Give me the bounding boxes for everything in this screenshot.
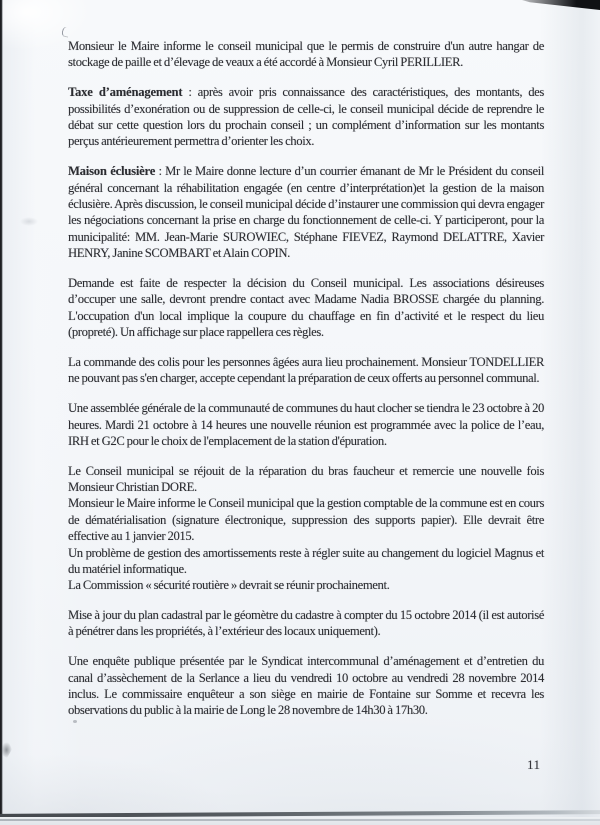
- paragraph: Le Conseil municipal se réjouit de la réparation du bras faucheur et remercie une nouvelle fois Monsieur Christian DORE.: [68, 463, 544, 495]
- paragraph: Taxe d’aménagement : après avoir pris connaissance des caractéristiques, des montants, des possibilités d’exonération ou de suppression de celle-ci, le conseil municipal décide de reprendre le débat sur cette question lors du prochain conseil ; un complément d’information sur les montants perçus antérieurement permettra d’orienter les choix.: [68, 85, 544, 149]
- paragraph: Monsieur le Maire informe le Conseil municipal que la gestion comptable de la commune est en cours de dématérialisation (signature électronique, suppression des supports papier). Elle devrait être effective au 1 janvier 2015.: [68, 496, 544, 544]
- paper-smudge: [20, 217, 38, 226]
- paragraph: Demande est faite de respecter la décision du Conseil municipal. Les associations désireuses d’occuper une salle, devront prendre contact avec Madame Nadia BROSSE chargée du planning. L'occupation d'un local implique la coupure du chauffage en fin d’activité et le respect du lieu (propreté). Un affichage sur place rappellera ces règles.: [68, 275, 544, 339]
- ink-mark: [1, 742, 12, 758]
- paragraph: La commande des colis pour les personnes âgées aura lieu prochainement. Monsieur TONDELLIER ne pouvant pas s'en charger, accepte cependant la préparation de ceux offerts au personnel communal.: [68, 354, 544, 386]
- page-number: 11: [527, 757, 541, 772]
- paragraph-lead: Maison éclusière: [68, 164, 156, 179]
- paragraph: Maison éclusière : Mr le Maire donne lecture d’un courrier émanant de Mr le Président du conseil général concernant la réhabilitation engagée (en centre d’interprétation)et la gestion de la maison éclusière. Après discussion, le conseil municipal décide d’instaurer une commission qui devra engager les négociations concernant la prise en charge du fonctionnement de celle-ci. Y participeront, pour la municipalité: MM. Jean-Marie SUROWIEC, Stéphane FIEVEZ, Raymond DELATTRE, Xavier HENRY, Janine SCOMBART et Alain COPIN.: [68, 164, 544, 260]
- paragraph: Monsieur le Maire informe le conseil municipal que le permis de construire d'un autre hangar de stockage de paille et d’élevage de veaux a été accordé à Monsieur Cyril PERILLIER.: [68, 39, 544, 70]
- scan-left-edge-shadow: [0, 0, 3, 825]
- paragraph: Mise à jour du plan cadastral par le géomètre du cadastre à compter du 15 octobre 2014 (il est autorisé à pénétrer dans les propriétés, à l’extérieur des locaux uniquement).: [68, 608, 544, 639]
- paragraph: Une assemblée générale de la communauté de communes du haut clocher se tiendra le 23 octobre à 20 heures. Mardi 21 octobre à 14 heures une nouvelle réunion est programmée avec la police de l’eau, IRH et G2C pour le choix de l'emplacement de la station d'épuration.: [68, 401, 544, 448]
- paragraph: La Commission « sécurité routière » devrait se réunir prochainement.: [68, 578, 390, 593]
- scanner-edge-line: [0, 819, 600, 821]
- paragraph: Une enquête publique présentée par le Syndicat intercommunal d’aménagement et d’entretien du canal d’assèchement de la Serlance a lieu du vendredi 10 octobre au vendredi 28 novembre 2014 inclus. Le commissaire enquêteur a son siège en mairie de Fontaine sur Somme et recevra les observations du public à la mairie de Long le 28 novembre de 14h30 à 17h30.: [68, 654, 544, 718]
- paper-speck: [73, 720, 77, 723]
- paragraph: Un problème de gestion des amortissements reste à régler suite au changement du logiciel Magnus et du matériel informatique.: [68, 545, 544, 576]
- paragraph-lead: Taxe d’aménagement: [68, 85, 183, 100]
- document-body: [68, 0, 544, 719]
